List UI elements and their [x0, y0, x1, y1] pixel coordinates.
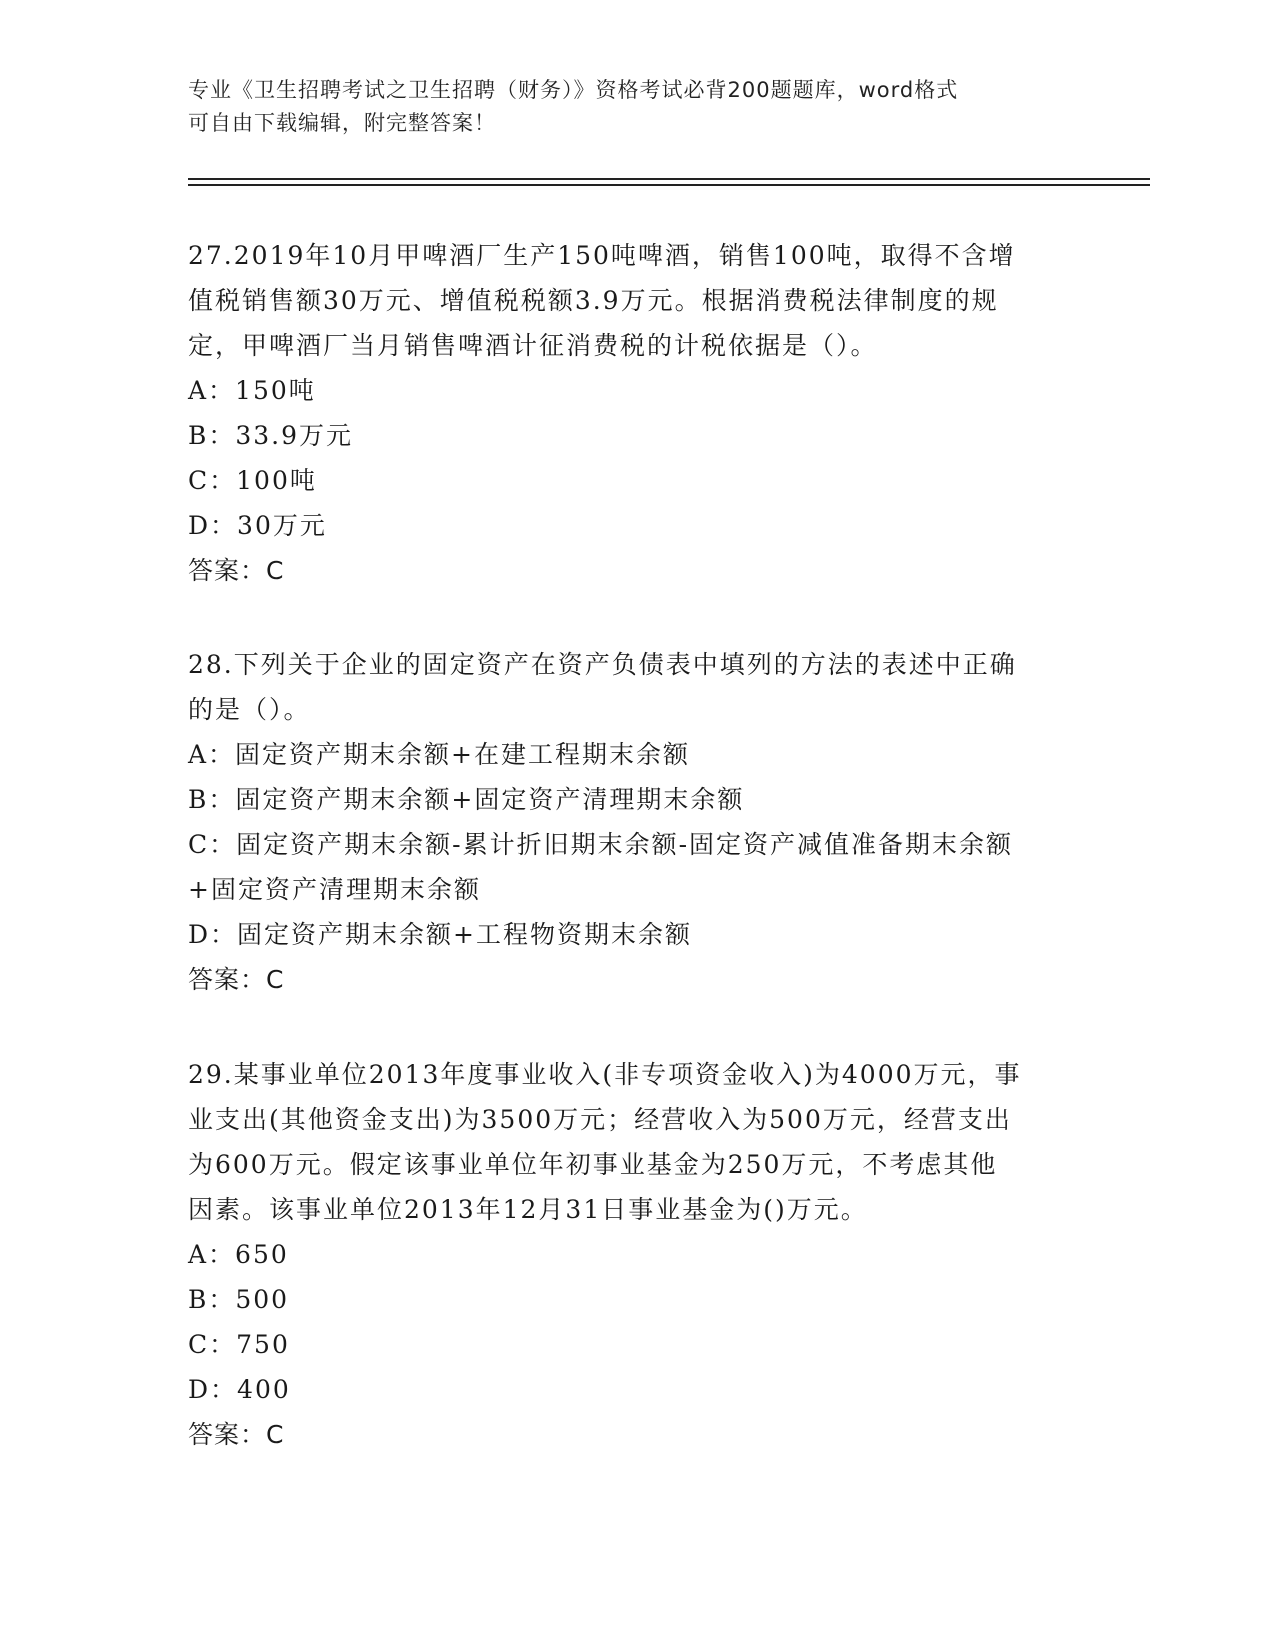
question-stem-line: 29.某事业单位2013年度事业收入(非专项资金收入)为4000万元，事	[188, 1060, 1022, 1089]
option-d: D：400	[188, 1375, 291, 1404]
option-b: B：500	[188, 1285, 290, 1314]
header-divider-bottom	[188, 184, 1150, 186]
header-line: 可自由下载编辑，附完整答案！	[188, 111, 496, 135]
option-a: A：固定资产期末余额+在建工程期末余额	[188, 740, 691, 769]
question-stem-line: 业支出(其他资金支出)为3500万元；经营收入为500万元，经营支出	[188, 1105, 1012, 1134]
option-b: B：33.9万元	[188, 421, 354, 450]
question-stem-line: 28.下列关于企业的固定资产在资产负债表中填列的方法的表述中正确	[188, 650, 1017, 679]
option-b: B：固定资产期末余额+固定资产清理期末余额	[188, 785, 745, 814]
option-a: A：650	[188, 1240, 289, 1269]
question-stem-line: 值税销售额30万元、增值税税额3.9万元。根据消费税法律制度的规	[188, 286, 999, 315]
option-c-continued: +固定资产清理期末余额	[188, 875, 481, 904]
question-stem-line: 为600万元。假定该事业单位年初事业基金为250万元，不考虑其他	[188, 1150, 998, 1179]
option-c: C：固定资产期末余额-累计折旧期末余额-固定资产减值准备期末余额	[188, 830, 1014, 859]
header-divider-top	[188, 178, 1150, 180]
question-29	[188, 1052, 1078, 1457]
answer-line: 答案：C	[188, 1420, 285, 1449]
question-27	[188, 233, 1078, 593]
option-d: D：固定资产期末余额+工程物资期末余额	[188, 920, 692, 949]
question-28	[188, 642, 1078, 1002]
answer-line: 答案：C	[188, 556, 285, 585]
question-stem-line: 的是（）。	[188, 695, 311, 724]
answer-line: 答案：C	[188, 965, 285, 994]
header-line: 专业《卫生招聘考试之卫生招聘（财务）》资格考试必背200题题库，word格式	[188, 78, 959, 102]
option-c: C：750	[188, 1330, 290, 1359]
question-stem-line: 因素。该事业单位2013年12月31日事业基金为()万元。	[188, 1195, 868, 1224]
option-a: A：150吨	[188, 376, 316, 405]
question-stem-line: 27.2019年10月甲啤酒厂生产150吨啤酒，销售100吨，取得不含增	[188, 241, 1016, 270]
question-stem-line: 定，甲啤酒厂当月销售啤酒计征消费税的计税依据是（）。	[188, 331, 878, 360]
document-header	[188, 74, 1088, 140]
option-d: D：30万元	[188, 511, 327, 540]
option-c: C：100吨	[188, 466, 317, 495]
